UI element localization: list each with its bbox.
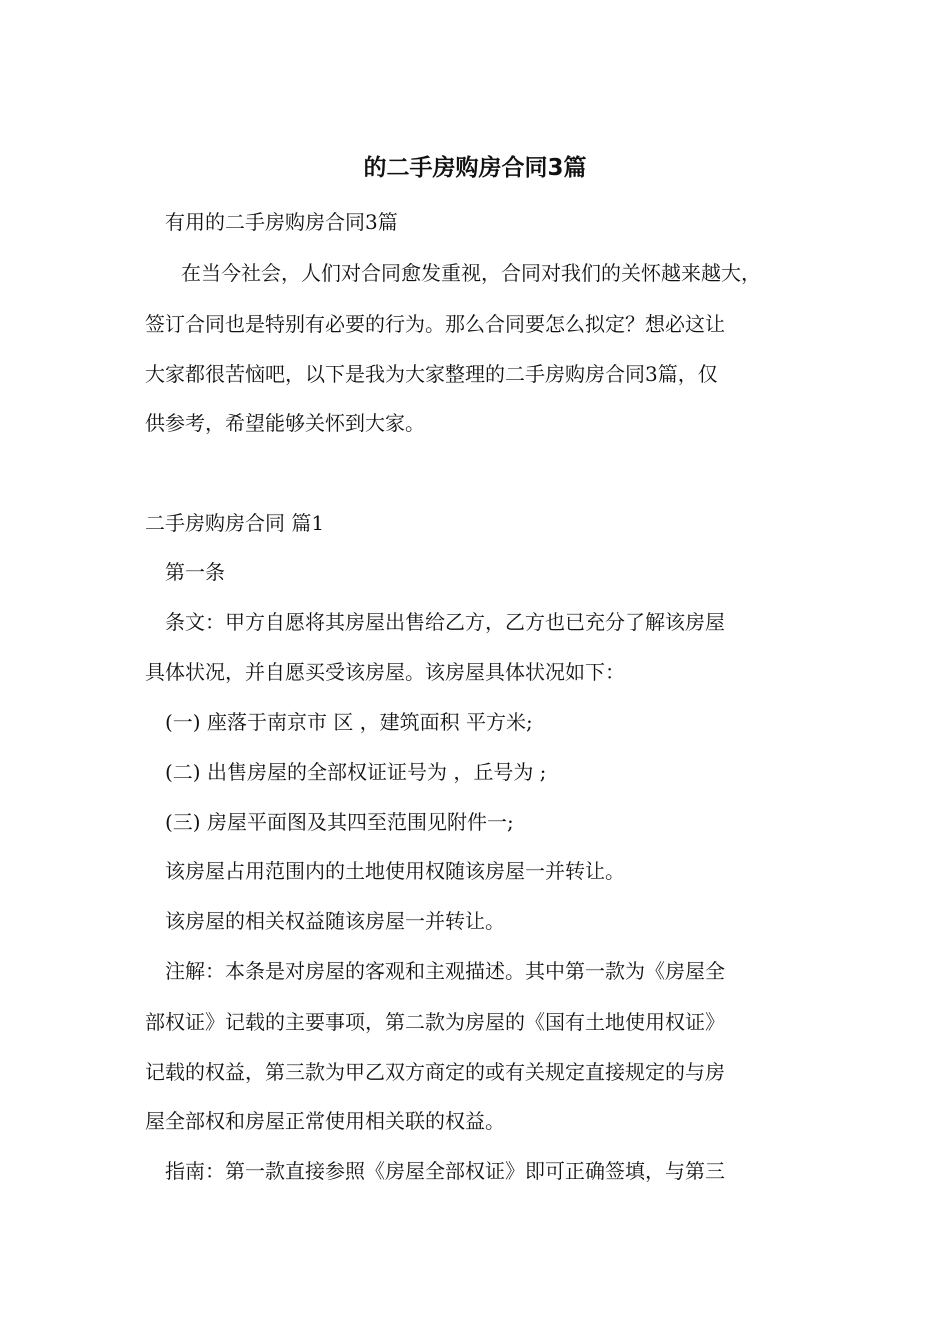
clause-paragraph-line: 该房屋的相关权益随该房屋一并转让。: [165, 909, 505, 933]
annotation-paragraph-line: 注解：本条是对房屋的客观和主观描述。其中第一款为《房屋全: [165, 959, 725, 983]
article-heading: 第一条: [165, 560, 225, 584]
intro-paragraph-line: 大家都很苦恼吧，以下是我为大家整理的二手房购房合同3篇，仅: [145, 362, 718, 386]
section-heading: 二手房购房合同 篇1: [145, 511, 325, 535]
intro-paragraph-line: 在当今社会，人们对合同愈发重视，合同对我们的关怀越来越大，: [181, 261, 761, 285]
intro-paragraph-line: 供参考，希望能够关怀到大家。: [145, 411, 425, 435]
subtitle-line: 有用的二手房购房合同3篇: [165, 210, 398, 234]
intro-paragraph-line: 签订合同也是特别有必要的行为。那么合同要怎么拟定？想必这让: [145, 312, 725, 336]
annotation-paragraph-line: 部权证》记载的主要事项，第二款为房屋的《国有土地使用权证》: [145, 1010, 725, 1034]
clause-paragraph-line: 具体状况，并自愿买受该房屋。该房屋具体状况如下：: [145, 660, 625, 684]
guide-paragraph-line: 指南：第一款直接参照《房屋全部权证》即可正确签填，与第三: [165, 1159, 725, 1183]
clause-paragraph-line: 条文：甲方自愿将其房屋出售给乙方，乙方也已充分了解该房屋: [165, 610, 725, 634]
clause-item-3: (三) 房屋平面图及其四至范围见附件一;: [165, 810, 514, 834]
document-title: 的二手房购房合同3篇: [363, 155, 587, 181]
annotation-paragraph-line: 记载的权益，第三款为甲乙双方商定的或有关规定直接规定的与房: [145, 1060, 725, 1084]
clause-item-2: (二) 出售房屋的全部权证证号为 ，丘号为 ;: [165, 760, 547, 784]
clause-item-1: (一) 座落于南京市 区 ，建筑面积 平方米;: [165, 710, 533, 734]
annotation-paragraph-line: 屋全部权和房屋正常使用相关联的权益。: [145, 1109, 505, 1133]
clause-paragraph-line: 该房屋占用范围内的土地使用权随该房屋一并转让。: [165, 859, 625, 883]
